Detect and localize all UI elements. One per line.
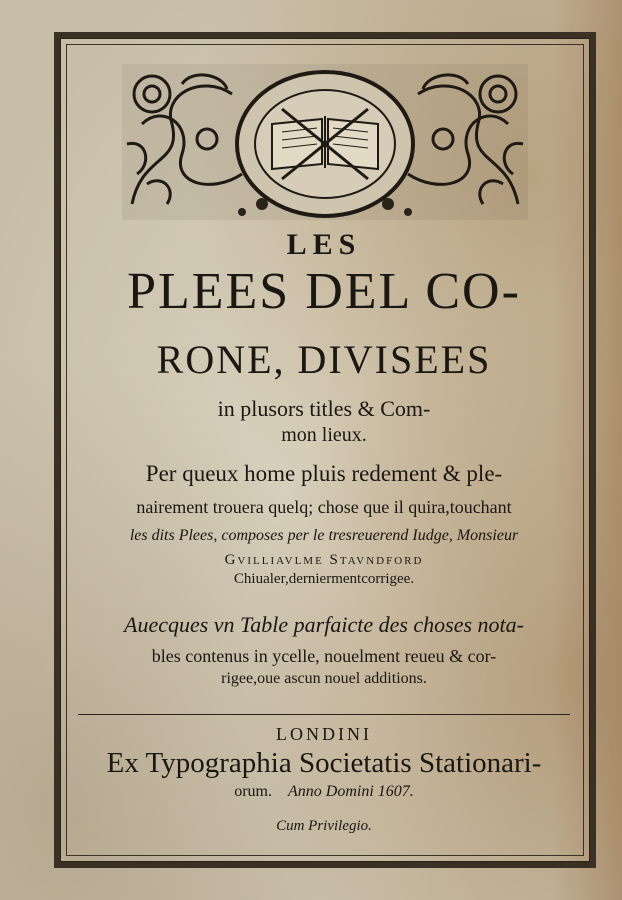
description-line-1: Per queux home pluis redement & ple- xyxy=(145,461,503,486)
description-line-2: nairement trouera quelq; chose que il quira,touchant xyxy=(136,497,512,517)
imprint-printer: Ex Typographia Societatis Stationari- xyxy=(106,747,542,779)
author-name: Gvilliavlme Stavndford xyxy=(224,552,424,568)
description-line-5: Chiualer,derniermentcorrigee. xyxy=(233,571,415,587)
table-note-line-1: Auecques vn Table parfaicte des choses nota- xyxy=(124,612,524,637)
title-line-3: in plusors titles & Com- xyxy=(217,396,431,421)
privilege-note: Cum Privilegio. xyxy=(276,818,372,834)
imprint-divider xyxy=(78,714,570,715)
title-line-1: PLEES DEL CO- xyxy=(127,263,521,320)
imprint-city: LONDINI xyxy=(276,724,372,744)
imprint-orum: orum. xyxy=(234,783,272,800)
table-note-line-3: rigee,oue ascun nouel additions. xyxy=(221,670,427,687)
title-line-4: mon lieux. xyxy=(281,424,367,446)
imprint-year: Anno Domini 1607. xyxy=(288,783,414,800)
title-line-2: RONE, DIVISEES xyxy=(156,337,492,382)
description-line-3: les dits Plees, composes per le tresreuerend Iudge, Monsieur xyxy=(129,527,519,544)
imprint-date-line xyxy=(66,783,582,801)
title-les: LES xyxy=(286,228,362,261)
table-note-line-2: bles contenus in ycelle, nouelment reueu & cor- xyxy=(151,646,497,666)
printers-device-ornament xyxy=(122,64,528,220)
